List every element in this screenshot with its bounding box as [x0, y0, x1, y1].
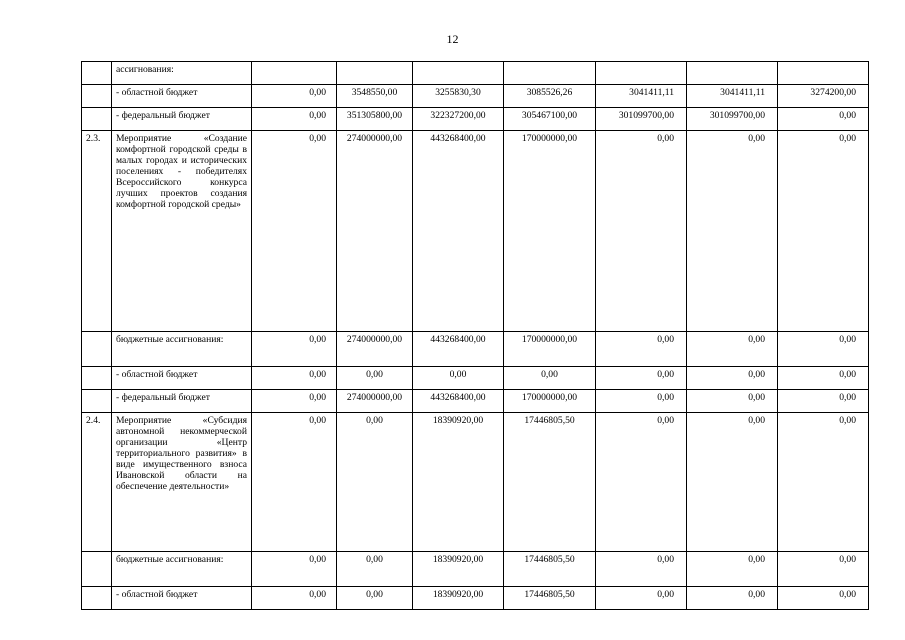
value-cell: 0,00 [596, 367, 687, 390]
description-cell: Мероприятие «Субсидия автономной некоммерческой организации «Центр территориального развития» в виде имущественного взноса Ивановской области на обеспечение деятельности» [112, 413, 252, 552]
value-cell [596, 62, 687, 85]
value-cell: 0,00 [252, 85, 337, 108]
value-cell: 0,00 [687, 413, 778, 552]
value-cell: 0,00 [337, 367, 413, 390]
value-cell: 17446805,50 [504, 413, 596, 552]
value-cell: 0,00 [687, 552, 778, 587]
value-cell: 0,00 [687, 390, 778, 413]
value-cell: 0,00 [337, 587, 413, 610]
value-cell: 3085526,26 [504, 85, 596, 108]
value-cell: 3255830,30 [413, 85, 504, 108]
value-cell: 0,00 [778, 332, 869, 367]
value-cell: 0,00 [687, 587, 778, 610]
value-cell: 0,00 [778, 390, 869, 413]
description-cell: - областной бюджет [112, 587, 252, 610]
value-cell: 0,00 [778, 108, 869, 131]
description-cell: - федеральный бюджет [112, 108, 252, 131]
table-row [82, 108, 869, 131]
value-cell [778, 62, 869, 85]
value-cell: 0,00 [778, 131, 869, 332]
value-cell: 0,00 [252, 367, 337, 390]
row-number-cell [82, 332, 112, 367]
description-cell: - областной бюджет [112, 85, 252, 108]
value-cell: 274000000,00 [337, 131, 413, 332]
description-cell: бюджетные ассигнования: [112, 332, 252, 367]
budget-table-body [82, 62, 869, 610]
value-cell: 0,00 [687, 131, 778, 332]
value-cell: 0,00 [687, 367, 778, 390]
row-number-cell [82, 62, 112, 85]
value-cell: 3041411,11 [596, 85, 687, 108]
description-cell: - областной бюджет [112, 367, 252, 390]
row-number-cell [82, 367, 112, 390]
value-cell: 443268400,00 [413, 332, 504, 367]
table-row [82, 62, 869, 85]
value-cell: 0,00 [596, 131, 687, 332]
value-cell [413, 62, 504, 85]
value-cell: 0,00 [252, 552, 337, 587]
value-cell: 0,00 [252, 390, 337, 413]
value-cell: 305467100,00 [504, 108, 596, 131]
value-cell: 274000000,00 [337, 332, 413, 367]
value-cell: 0,00 [596, 332, 687, 367]
value-cell: 0,00 [596, 390, 687, 413]
value-cell: 0,00 [504, 367, 596, 390]
value-cell: 0,00 [778, 367, 869, 390]
description-cell: бюджетные ассигнования: [112, 552, 252, 587]
value-cell: 443268400,00 [413, 390, 504, 413]
value-cell: 443268400,00 [413, 131, 504, 332]
value-cell [337, 62, 413, 85]
value-cell: 0,00 [252, 108, 337, 131]
table-row [82, 552, 869, 587]
value-cell [252, 62, 337, 85]
value-cell: 322327200,00 [413, 108, 504, 131]
table-row [82, 131, 869, 332]
value-cell: 0,00 [778, 413, 869, 552]
value-cell [687, 62, 778, 85]
value-cell: 18390920,00 [413, 587, 504, 610]
row-number-cell [82, 587, 112, 610]
value-cell: 18390920,00 [413, 413, 504, 552]
value-cell: 18390920,00 [413, 552, 504, 587]
value-cell: 0,00 [252, 413, 337, 552]
table-row [82, 85, 869, 108]
value-cell: 0,00 [778, 552, 869, 587]
row-number-cell [82, 390, 112, 413]
description-cell: - федеральный бюджет [112, 390, 252, 413]
value-cell: 0,00 [252, 332, 337, 367]
value-cell: 170000000,00 [504, 332, 596, 367]
table-row [82, 332, 869, 367]
value-cell: 17446805,50 [504, 587, 596, 610]
row-number-cell [82, 108, 112, 131]
page-number: 12 [446, 32, 459, 46]
value-cell: 0,00 [252, 131, 337, 332]
value-cell: 0,00 [252, 587, 337, 610]
value-cell: 0,00 [337, 413, 413, 552]
table-row [82, 587, 869, 610]
description-cell: Мероприятие «Создание комфортной городской среды в малых городах и исторических поселениях - победителях Всероссийского конкурса лучших проектов создания комфортной городской среды» [112, 131, 252, 332]
value-cell: 3274200,00 [778, 85, 869, 108]
row-number-cell [82, 85, 112, 108]
value-cell: 0,00 [596, 413, 687, 552]
value-cell: 0,00 [778, 587, 869, 610]
value-cell: 0,00 [337, 552, 413, 587]
value-cell: 3041411,11 [687, 85, 778, 108]
table-row [82, 390, 869, 413]
description-cell: ассигнования: [112, 62, 252, 85]
value-cell: 170000000,00 [504, 131, 596, 332]
table-row [82, 367, 869, 390]
value-cell: 170000000,00 [504, 390, 596, 413]
budget-table [81, 61, 869, 610]
row-number-cell [82, 552, 112, 587]
row-number-cell: 2.4. [82, 413, 112, 552]
value-cell: 274000000,00 [337, 390, 413, 413]
value-cell: 17446805,50 [504, 552, 596, 587]
value-cell: 0,00 [596, 587, 687, 610]
value-cell: 351305800,00 [337, 108, 413, 131]
value-cell: 0,00 [687, 332, 778, 367]
value-cell: 301099700,00 [687, 108, 778, 131]
row-number-cell: 2.3. [82, 131, 112, 332]
value-cell: 0,00 [413, 367, 504, 390]
value-cell [504, 62, 596, 85]
value-cell: 0,00 [596, 552, 687, 587]
table-row [82, 413, 869, 552]
value-cell: 301099700,00 [596, 108, 687, 131]
value-cell: 3548550,00 [337, 85, 413, 108]
